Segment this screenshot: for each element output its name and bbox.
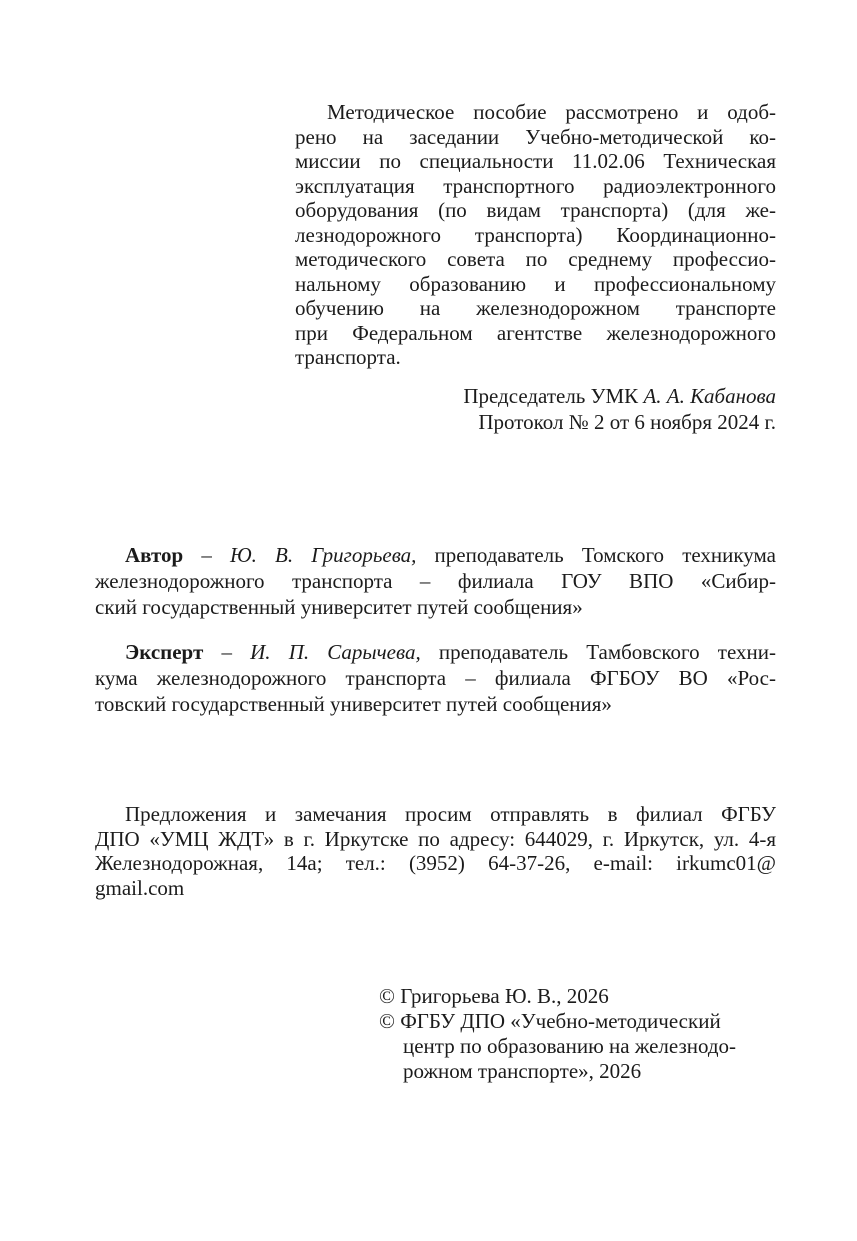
author-paragraph [95,542,776,620]
text-segment: оборудования (по видам транспорта) (для же- [295,198,776,222]
text-segment: товский государственный университет путей сообщения» [95,692,612,716]
copyright-line-author [379,984,789,1009]
copyright-line-publisher [379,1009,789,1084]
text-line [295,296,776,321]
bold-text: Эксперт [125,640,204,664]
text-segment: © ФГБУ ДПО «Учебно-методический [379,1009,721,1033]
text-segment: кума железнодорожного транспорта – филиала ФГБОУ ВО «Рос- [95,666,776,690]
text-line [295,384,776,410]
text-line [379,1034,789,1059]
text-line [295,345,776,370]
text-line [95,639,776,665]
copyright-block [379,984,789,1084]
text-line [295,223,776,248]
text-segment: миссии по специальности 11.02.06 Техническая [295,149,776,173]
text-segment: – [183,543,230,567]
text-line [95,542,776,568]
text-segment: ский государственный университет путей сообщения» [95,595,583,619]
italic-text: Ю. В. Григорьева, [229,543,417,567]
text-line [379,1009,789,1034]
text-line [295,100,776,125]
approval-note-paragraph [295,100,776,370]
text-line [95,665,776,691]
text-segment: центр по образованию на железнодо- [403,1034,737,1058]
text-segment: преподаватель Тамбовского техни- [420,640,776,664]
text-line [95,802,776,827]
text-line [295,410,776,436]
text-line [295,125,776,150]
text-segment: Предложения и замечания просим отправлять в филиал ФГБУ [125,802,776,826]
text-segment: железнодорожного транспорта – филиала ГОУ ВПО «Сибир- [95,569,776,593]
text-line [295,321,776,346]
text-segment: при Федеральном агентстве железнодорожного [295,320,776,345]
text-line [295,174,776,199]
text-segment: Протокол № 2 от 6 ноября 2024 г. [478,409,776,434]
bold-text: Автор [125,543,184,567]
text-line [295,272,776,297]
text-segment: Железнодорожная, 14а; тел.: (3952) 64-37-26, e-mail: irkumc01@ [95,851,776,876]
text-segment: ДПО «УМЦ ЖДТ» в г. Иркутске по адресу: 644029, г. Иркутск, ул. 4-я [95,826,776,851]
text-segment: gmail.com [95,875,185,900]
text-segment: Методическое пособие рассмотрено и одоб- [327,100,776,124]
text-line [95,691,776,717]
text-segment: обучению на железнодорожном транспорте [295,296,776,320]
text-line [379,1059,789,1084]
text-segment: нальному образованию и профессиональному [295,271,776,296]
text-segment: методического совета по среднему профессио- [295,247,776,271]
text-segment: рожном транспорте», 2026 [403,1059,642,1083]
text-line [95,568,776,594]
text-line [95,876,776,901]
italic-text: А. А. Кабанова [643,384,776,408]
italic-text: И. П. Сарычева, [250,640,421,664]
text-segment: транспорта. [295,345,401,369]
text-segment: Председатель УМК [463,384,644,408]
chairman-signature-block [295,384,776,435]
text-segment: рено на заседании Учебно-методической ко- [295,124,776,149]
text-line [295,198,776,223]
text-segment: – [203,640,251,664]
text-line [95,827,776,852]
text-line [95,851,776,876]
text-line [295,149,776,174]
text-segment: преподаватель Томского техникума [416,543,776,567]
text-line [295,247,776,272]
expert-paragraph [95,639,776,717]
text-segment: эксплуатация транспортного радиоэлектронного [295,173,776,198]
text-segment: © Григорьева Ю. В., 2026 [379,984,609,1008]
text-segment: лезнодорожного транспорта) Координационно- [295,222,776,247]
text-line [95,594,776,620]
text-line [379,984,789,1009]
contact-info-paragraph [95,802,776,900]
